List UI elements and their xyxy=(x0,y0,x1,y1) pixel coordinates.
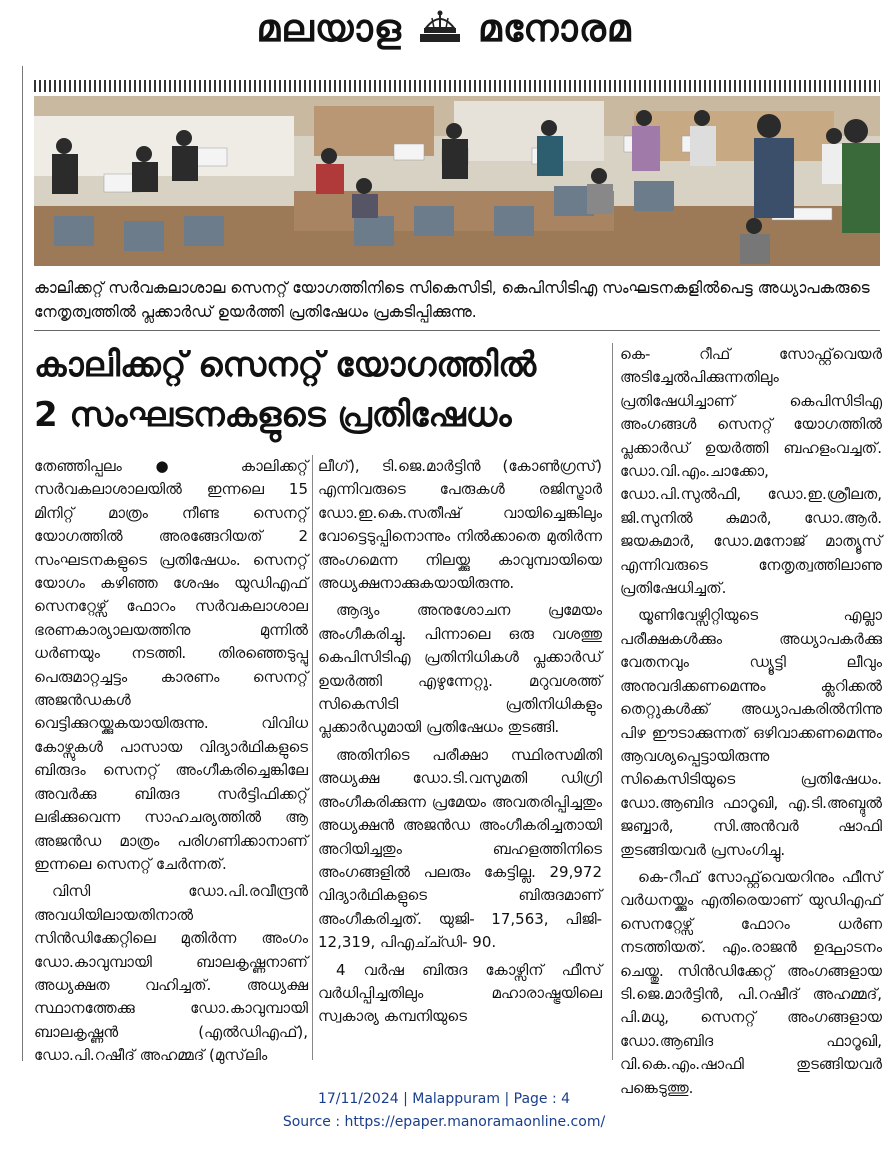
column-divider xyxy=(312,455,313,1060)
paragraph: വിസി ഡോ.പി.രവീന്ദ്രൻ അവധിയിലായതിനാൽ സിൻഡിക്കേറ്റിലെ മുതിർന്ന അംഗം ഡോ.കാവുമ്പായി ബാലകൃഷ്ണനാണ് അധ്യക്ഷത വഹിച്ചത്. അധ്യക്ഷ സ്ഥാനത്തേക്കു ഡോ.കാവുമ്പായി ബാലകൃഷ്ണൻ (എൽഡിഎഫ്), ഡോ.പി.റഷീദ് അഹമ്മദ് (മുസ്‌ലിം xyxy=(34,882,308,1065)
footer-date-line: 17/11/2024 | Malappuram | Page : 4 xyxy=(317,1091,571,1107)
paragraph: ലീഗ്), ടി.ജെ.മാർട്ടിൻ (കോൺഗ്രസ്) എന്നിവരുടെ പേരുകൾ രജിസ്ട്രാർ ഡോ.ഇ.കെ.സതീഷ് വായിച്ചെങ്കിലും വോട്ടെടുപ്പിനൊന്നും നിൽക്കാതെ മുതിർന്ന അംഗമെന്ന നിലയ്ക്കു കാവുമ്പായിയെ അധ്യക്ഷനാക്കുകയായിരുന്നു. xyxy=(318,457,602,593)
paragraph: തേഞ്ഞിപ്പലം● കാലിക്കറ്റ് സർവകലാശാലയിൽ ഇന്നലെ 15 മിനിറ്റ് മാത്രം നീണ്ട സെനറ്റ് യോഗത്തിൽ അരങ്ങേറിയത് 2 സംഘടനകളുടെ പ്രതിഷേധം. സെനറ്റ് യോഗം കഴിഞ്ഞ ശേഷം യുഡിഎഫ് സെനറ്റേഴ്സ് ഫോറം സർവകലാശാല ഭരണകാര്യാലയത്തിനു മുന്നിൽ ധർണയും നടത്തി. തിരഞ്ഞെടുപ്പു പെരുമാറ്റച്ചട്ടം കാരണം സെനറ്റ് അജൻഡകൾ വെട്ടിക്കുറയ്ക്കുകയായിരുന്നു. വിവിധ കോഴ്സുകൾ പാസായ വിദ്യാർഥികളുടെ ബിരുദം സെനറ്റ് അംഗീകരിച്ചെങ്കിലേ അവർക്കു ബിരുദ സർട്ടിഫിക്കറ്റ് ലഭിക്കുവെന്ന സാഹചര്യത്തിൽ ആ അജൻഡ മാത്രം പരിഗണിക്കാനാണ് ഇന്നലെ സെനറ്റ് ചേർന്നത്. xyxy=(34,457,308,873)
article-column-1 xyxy=(34,455,308,1072)
masthead-left: മലയാള xyxy=(256,5,402,50)
paragraph: കെ- റീഫ് സോഫ്റ്റ്‌വെയർ അടിച്ചേൽപിക്കുന്നതിലും പ്രതിഷേധിച്ചാണ് കെപിസിടിഎ അംഗങ്ങൾ സെനറ്റ് യോഗത്തിൽ പ്ലക്കാർഡ് ഉയർത്തി ബഹളംവച്ചത്. ഡോ.വി.എം.ചാക്കോ, ഡോ.പി.സുൽഫി, ഡോ.ഇ.ശ്രീലത, ജി.സുനിൽ കുമാർ, ഡോ.ആർ. ജയകുമാർ, ഡോ.മനോജ് മാത്യൂസ് എന്നിവരുടെ നേതൃത്വത്തിലാണു പ്രതിഷേധിച്ചത്. xyxy=(620,345,882,598)
crest-icon xyxy=(416,8,464,48)
footer-source-link[interactable]: Source : https://epaper.manoramaonline.com/ xyxy=(282,1114,606,1130)
paragraph: ആദ്യം അനുശോചന പ്രമേയം അംഗീകരിച്ചു. പിന്നാലെ ഒരു വശത്തു കെപിസിടിഎ പ്രതിനിധികൾ പ്ലക്കാർഡ് ഉയർത്തി എഴുന്നേറ്റു. മറുവശത്ത് സികെസിടി പ്രതിനിധികളും പ്ലക്കാർഡുമായി പ്രതിഷേധം തുടങ്ങി. xyxy=(318,601,602,737)
masthead-right: മനോരമ xyxy=(477,5,632,50)
photo-protest-placards xyxy=(34,96,880,266)
headline-line-1: കാലിക്കറ്റ് സെനറ്റ് യോഗത്തിൽ xyxy=(34,345,537,385)
headline-line-2: 2 സംഘടനകളുടെ പ്രതിഷേധം xyxy=(34,395,512,435)
paragraph: 4 വർഷ ബിരുദ കോഴ്സിന് ഫീസ് വർധിപ്പിച്ചതിലും മഹാരാഷ്ട്രയിലെ സ്വകാര്യ കമ്പനിയുടെ xyxy=(318,960,602,1026)
caption-divider xyxy=(34,330,880,331)
article-column-3 xyxy=(620,343,882,1104)
photo-caption: കാലിക്കറ്റ് സർവകലാശാല സെനറ്റ് യോഗത്തിനിടെ സികെസിടി, കെപിസിടിഎ സംഘടനകളിൽപെട്ട അധ്യാപകരുടെ നേതൃത്വത്തിൽ പ്ലക്കാർഡ് ഉയർത്തി പ്രതിഷേധം പ്രകടിപ്പിക്കുന്നു. xyxy=(34,279,870,321)
column-divider xyxy=(612,343,613,1060)
paragraph: കെ-റീഫ് സോഫ്റ്റ്‌വെയറിനും ഫീസ് വർധനയ്ക്കും എതിരെയാണ് യുഡിഎഫ് സെനറ്റേഴ്സ് ഫോറം ധർണ നടത്തിയത്. എം.രാജൻ ഉദ്ഘാടനം ചെയ്തു. സിൻഡിക്കേറ്റ് അംഗങ്ങളായ ടി.ജെ.മാർട്ടിൻ, പി.റഷീദ് അഹമ്മദ്, പി.മധു, സെനറ്റ് അംഗങ്ങളായ ഡോ.ആബിദ ഫാറൂഖി, വി.കെ.എം.ഷാഫി തുടങ്ങിയവർ പങ്കെടുത്തു. xyxy=(620,867,882,1097)
dotted-rule xyxy=(34,80,880,92)
paragraph: അതിനിടെ പരീക്ഷാ സ്ഥിരസമിതി അധ്യക്ഷ ഡോ.ടി.വസുമതി ഡിഗ്രി അംഗീകരിക്കുന്ന പ്രമേയം അവതരിപ്പിച്ചതും അധ്യക്ഷൻ അജൻഡ അംഗീകരിച്ചതായി അറിയിച്ചതും ബഹളത്തിനിടെ അംഗങ്ങളിൽ പലരും കേട്ടില്ല. 29,972 വിദ്യാർഥികളുടെ ബിരുദമാണ് അംഗീകരിച്ചത്. യുജി- 17,563, പിജി- 12,319, പിഎച്ച്ഡി- 90. xyxy=(318,745,602,952)
newspaper-logo xyxy=(256,6,631,51)
article-column-2 xyxy=(318,455,602,1033)
article-photo xyxy=(34,96,880,266)
article-headline xyxy=(34,340,604,440)
masthead xyxy=(0,0,888,56)
paragraph: യൂണിവേഴ്സിറ്റിയുടെ എല്ലാ പരീക്ഷകൾക്കും അധ്യാപകർക്കു വേതനവും ഡ്യൂട്ടി ലീവും അനുവദിക്കണമെന്നും ക്ലറിക്കൽ തെറ്റുകൾക്ക് അധ്യാപകരിൽനിന്നു പിഴ ഈടാക്കുന്നത് ഒഴിവാക്കണമെന്നും ആവശ്യപ്പെട്ടായിരുന്നു സികെസിടിയുടെ പ്രതിഷേധം. ഡോ.ആബിദ ഫാറൂഖി, എ.ടി.അബ്ദുൽ ജബ്ബാർ, സി.അൻവർ ഷാഫി തുടങ്ങിയവർ പ്രസംഗിച്ചു. xyxy=(620,606,882,859)
